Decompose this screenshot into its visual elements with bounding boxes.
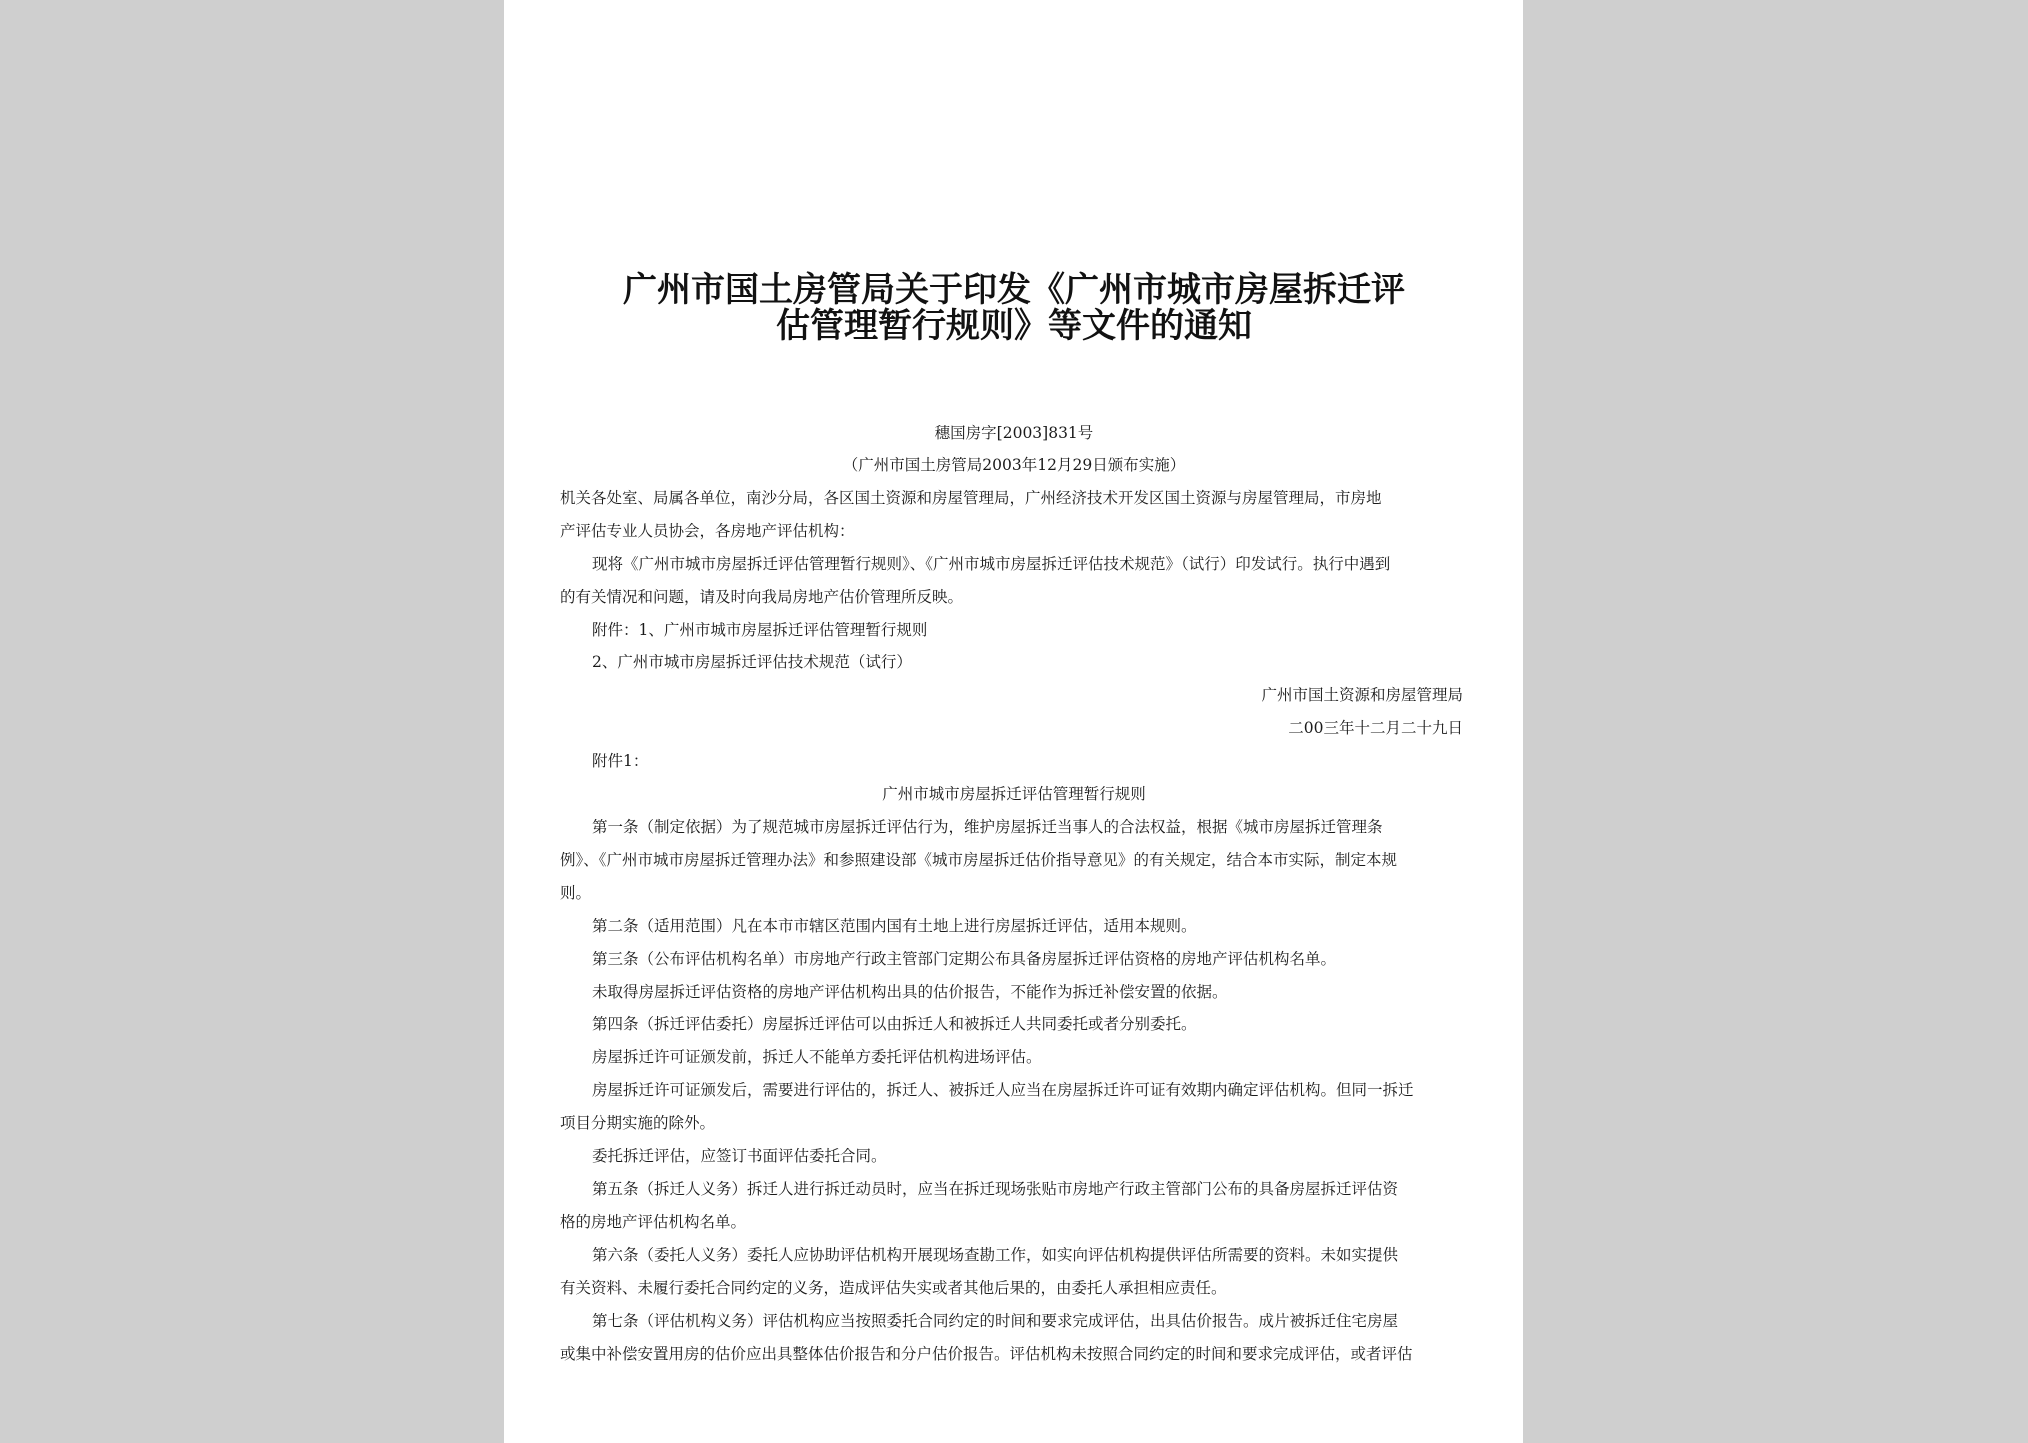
rule-line: 未取得房屋拆迁评估资格的房地产评估机构出具的估价报告，不能作为拆迁补偿安置的依据。 — [592, 983, 1228, 1001]
paragraph: 机关各处室、局属各单位，南沙分局，各区国土资源和房屋管理局，广州经济技术开发区国土资源与房屋管理局，市房地 — [560, 489, 1382, 507]
rule-line: 第七条（评估机构义务）评估机构应当按照委托合同约定的时间和要求完成评估，出具估价报告。成片被拆迁住宅房屋 — [592, 1312, 1399, 1330]
attachment-title: 广州市城市房屋拆迁评估管理暂行规则 — [882, 785, 1146, 803]
paragraph: 产评估专业人员协会，各房地产评估机构： — [560, 522, 855, 540]
rule-line: 例》、《广州市城市房屋拆迁管理办法》和参照建设部《城市房屋拆迁估价指导意见》的有关规定，结合本市实际，制定本规 — [560, 851, 1398, 869]
document-page — [504, 0, 1523, 1443]
rule-line: 第五条（拆迁人义务）拆迁人进行拆迁动员时，应当在拆迁现场张贴市房地产行政主管部门公布的具备房屋拆迁评估资 — [592, 1180, 1399, 1198]
rule-line: 则。 — [560, 884, 592, 902]
rule-line: 第一条（制定依据）为了规范城市房屋拆迁评估行为，维护房屋拆迁当事人的合法权益，根据《城市房屋拆迁管理条 — [592, 818, 1383, 836]
rule-line: 第二条（适用范围）凡在本市市辖区范围内国有土地上进行房屋拆迁评估，适用本规则。 — [592, 917, 1197, 935]
rule-line: 有关资料、未履行委托合同约定的义务，造成评估失实或者其他后果的，由委托人承担相应责任。 — [560, 1279, 1227, 1297]
issue-date: 二00三年十二月二十九日 — [1288, 719, 1463, 737]
rule-line: 房屋拆迁许可证颁发前，拆迁人不能单方委托评估机构进场评估。 — [592, 1048, 1042, 1066]
document-title-line-2: 估管理暂行规则》等文件的通知 — [776, 306, 1252, 346]
rule-line: 或集中补偿安置用房的估价应出具整体估价报告和分户估价报告。评估机构未按照合同约定的时间和要求完成评估，或者评估 — [560, 1345, 1413, 1363]
rule-line: 委托拆迁评估，应签订书面评估委托合同。 — [592, 1147, 887, 1165]
rule-line: 第六条（委托人义务）委托人应协助评估机构开展现场查勘工作，如实向评估机构提供评估所需要的资料。未如实提供 — [592, 1246, 1399, 1264]
attachment-list-item: 附件：1、广州市城市房屋拆迁评估管理暂行规则 — [592, 621, 928, 639]
document-number: 穗国房字[2003]831号 — [934, 424, 1094, 442]
rule-line: 第三条（公布评估机构名单）市房地产行政主管部门定期公布具备房屋拆迁评估资格的房地产评估机构名单。 — [592, 950, 1337, 968]
rule-line: 格的房地产评估机构名单。 — [560, 1213, 747, 1231]
attachment-label: 附件1： — [592, 752, 649, 770]
issue-note: （广州市国土房管局2003年12月29日颁布实施） — [842, 456, 1186, 474]
paragraph: 的有关情况和问题，请及时向我局房地产估价管理所反映。 — [560, 588, 964, 606]
issuer-signature: 广州市国土资源和房屋管理局 — [1261, 686, 1463, 704]
rule-line: 房屋拆迁许可证颁发后，需要进行评估的，拆迁人、被拆迁人应当在房屋拆迁许可证有效期内确定评估机构。但同一拆迁 — [592, 1081, 1414, 1099]
attachment-list-item: 2、广州市城市房屋拆迁评估技术规范（试行） — [592, 653, 912, 671]
paragraph: 现将《广州市城市房屋拆迁评估管理暂行规则》、《广州市城市房屋拆迁评估技术规范》（试行）印发试行。执行中遇到 — [592, 555, 1391, 573]
rule-line: 第四条（拆迁评估委托）房屋拆迁评估可以由拆迁人和被拆迁人共同委托或者分别委托。 — [592, 1015, 1197, 1033]
rule-line: 项目分期实施的除外。 — [560, 1114, 716, 1132]
document-title-line-1: 广州市国土房管局关于印发《广州市城市房屋拆迁评 — [623, 270, 1405, 310]
